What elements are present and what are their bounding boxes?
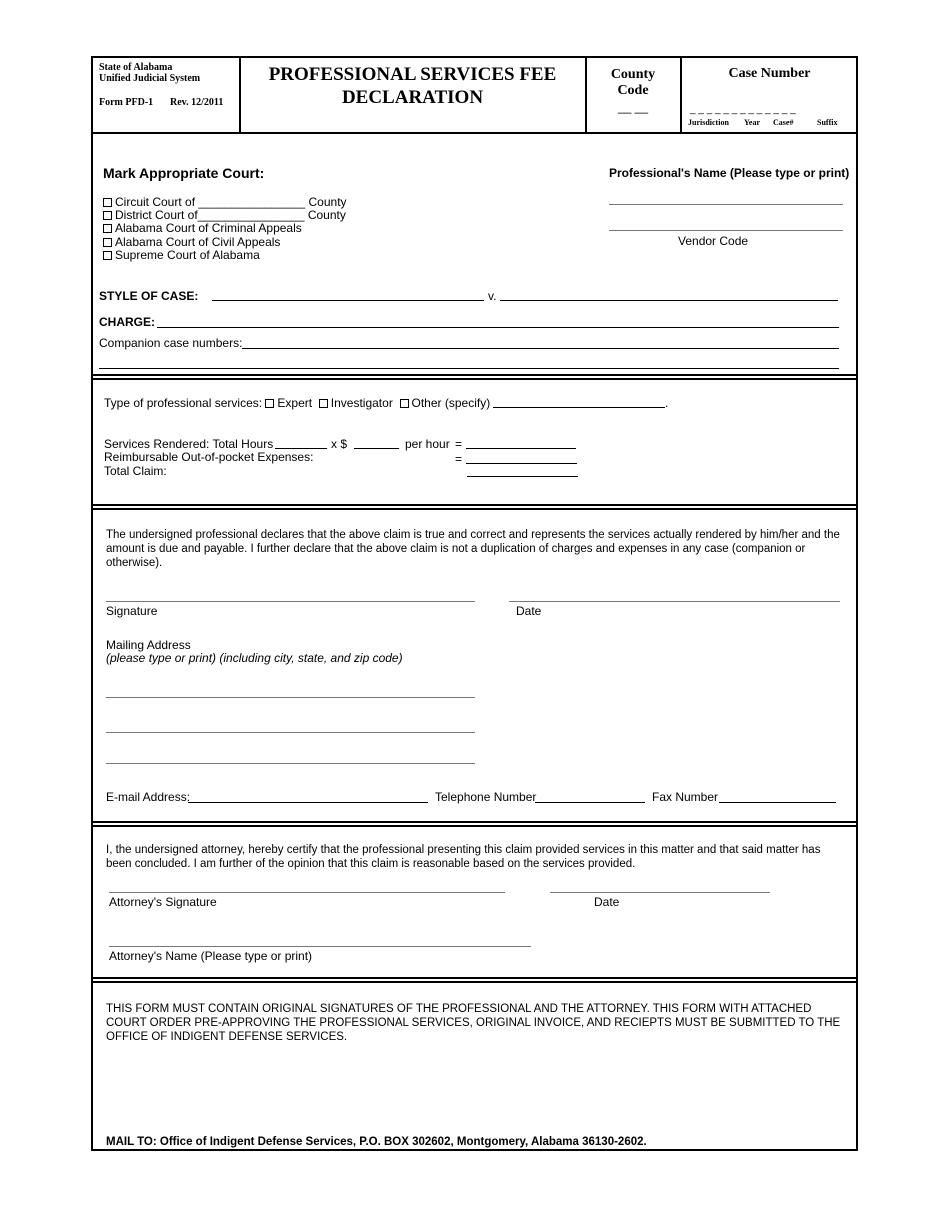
email-field[interactable] [188,802,428,803]
case-part-jurisdiction: Jurisdiction [688,118,729,127]
mailing-address-line-3[interactable] [106,763,475,764]
case-part-suffix: Suffix [817,118,838,127]
mailing-address-line-1[interactable] [106,697,475,698]
attorney-signature-label: Attorney's Signature [109,895,217,909]
state-label: State of Alabama [99,62,173,73]
services-rendered-label: Services Rendered: Total Hours [104,437,274,451]
total-hours-field[interactable] [275,448,327,449]
signature-field[interactable] [106,601,475,602]
attorney-signature-field[interactable] [109,892,505,893]
checkbox[interactable] [103,224,112,233]
hourly-rate-field[interactable] [354,448,399,449]
expenses-amount-field[interactable] [466,463,577,464]
section-rule-3b [91,825,858,827]
total-claim-field[interactable] [467,476,578,477]
section-rule-3a [91,821,858,823]
attorney-date-field[interactable] [550,892,770,893]
attorney-name-field[interactable] [109,946,531,947]
case-number-blanks[interactable]: _ _ _ _ _ _ _ _ _ _ _ _ _ [690,104,796,115]
mail-to: MAIL TO: Office of Indigent Defense Services, P.O. BOX 302602, Montgomery, Alabama 36130-2602. [106,1136,647,1148]
case-part-case: Case# [773,118,794,127]
attorney-certification-text: I, the undersigned attorney, hereby certify that the professional presenting this claim provided services in this matter and that said matter has been concluded. I am further of the opinion that this claim is reasonable based on the services provided. [106,844,821,870]
mailing-address-line-2[interactable] [106,732,475,733]
mailing-address-hint: (please type or print) (including city, state, and zip code) [106,651,403,665]
attorney-name-label: Attorney's Name (Please type or print) [109,949,313,963]
footer-notice: THIS FORM MUST CONTAIN ORIGINAL SIGNATURES OF THE PROFESSIONAL AND THE ATTORNEY. THIS FORM WITH ATTACHED COURT ORDER PRE-APPROVING THE PROFESSIONAL SERVICES, ORIGINAL INVOICE, AND RECIEPTS MUST BE SUBMITTED TO THE OFFICE OF INDIGENT DEFENSE SERVICES. [106,1003,841,1043]
equals-2: = [455,452,463,466]
expenses-label: Reimbursable Out-of-pocket Expenses: [104,450,314,464]
style-of-case-defendant-field[interactable] [500,300,838,301]
date-field[interactable] [509,601,840,602]
checkbox-expert[interactable] [265,399,274,408]
county-code-label-1: County [610,67,656,82]
services-type-row: Type of professional services: Expert Investigator Other (specify) [104,396,491,410]
checkbox[interactable] [103,251,112,260]
case-part-year: Year [744,118,760,127]
attorney-date-label: Date [594,895,620,909]
form-number: Form PFD-1 [99,97,154,108]
section-rule-1b [91,378,858,380]
total-claim-label: Total Claim: [104,464,167,478]
times-dollar-label: x $ [331,437,348,451]
court-option-criminal-appeals[interactable]: Alabama Court of Criminal Appeals [103,221,302,235]
checkbox[interactable] [103,238,112,247]
professional-name-label: Professional's Name (Please type or print) [609,166,850,180]
companion-field[interactable] [242,348,839,349]
style-of-case-plaintiff-field[interactable] [212,300,484,301]
vendor-code-label: Vendor Code [678,234,749,248]
fax-label: Fax Number [652,790,719,804]
specify-period: . [665,396,669,410]
county-code-blanks[interactable]: __ __ [617,100,649,114]
page-title-line2: DECLARATION [341,87,484,108]
vendor-code-field[interactable] [609,230,843,231]
section-rule-4b [91,981,858,983]
other-specify-field[interactable] [493,407,665,408]
checkbox-investigator[interactable] [319,399,328,408]
court-option-district[interactable]: District Court of________________ County [103,208,346,222]
declaration-text: The undersigned professional declares that the above claim is true and correct and represents the services actually rendered by him/her and the amount is due and payable. I further declare that the above claim is not a duplication of charges and expenses in any case (companion or otherwise). [106,529,840,569]
court-option-civil-appeals[interactable]: Alabama Court of Civil Appeals [103,235,280,249]
charge-label: CHARGE: [99,315,155,329]
versus-label: v. [488,289,497,303]
checkbox[interactable] [103,198,112,207]
companion-label: Companion case numbers: [99,336,243,350]
section-rule-4a [91,977,858,979]
checkbox-other[interactable] [400,399,409,408]
equals-1: = [455,437,463,451]
professional-name-field[interactable] [609,204,843,205]
county-code-label-2: Code [617,83,649,98]
signature-label: Signature [106,604,158,618]
fax-field[interactable] [719,802,836,803]
checkbox[interactable] [103,211,112,220]
style-of-case-label: STYLE OF CASE: [99,289,199,303]
form-revision: Rev. 12/2011 [170,97,224,108]
charge-field[interactable] [157,327,839,328]
section-rule-2a [91,504,858,506]
header-bottom-rule [91,132,858,134]
per-hour-label: per hour [405,437,450,451]
case-number-label: Case Number [728,66,811,81]
mailing-address-label: Mailing Address [106,638,191,652]
court-option-circuit[interactable]: Circuit Court of ________________ County [103,195,347,209]
court-heading: Mark Appropriate Court: [103,165,265,181]
section-rule-2b [91,508,858,510]
date-label: Date [516,604,542,618]
services-amount-field[interactable] [466,448,576,449]
email-label: E-mail Address: [106,790,191,804]
telephone-field[interactable] [535,802,645,803]
system-label: Unified Judicial System [99,73,201,84]
telephone-label: Telephone Number [435,790,537,804]
companion-field-line2[interactable] [99,368,839,369]
section-rule-1a [91,374,858,376]
page-title-line1: PROFESSIONAL SERVICES FEE [268,64,557,85]
court-option-supreme[interactable]: Supreme Court of Alabama [103,248,260,262]
